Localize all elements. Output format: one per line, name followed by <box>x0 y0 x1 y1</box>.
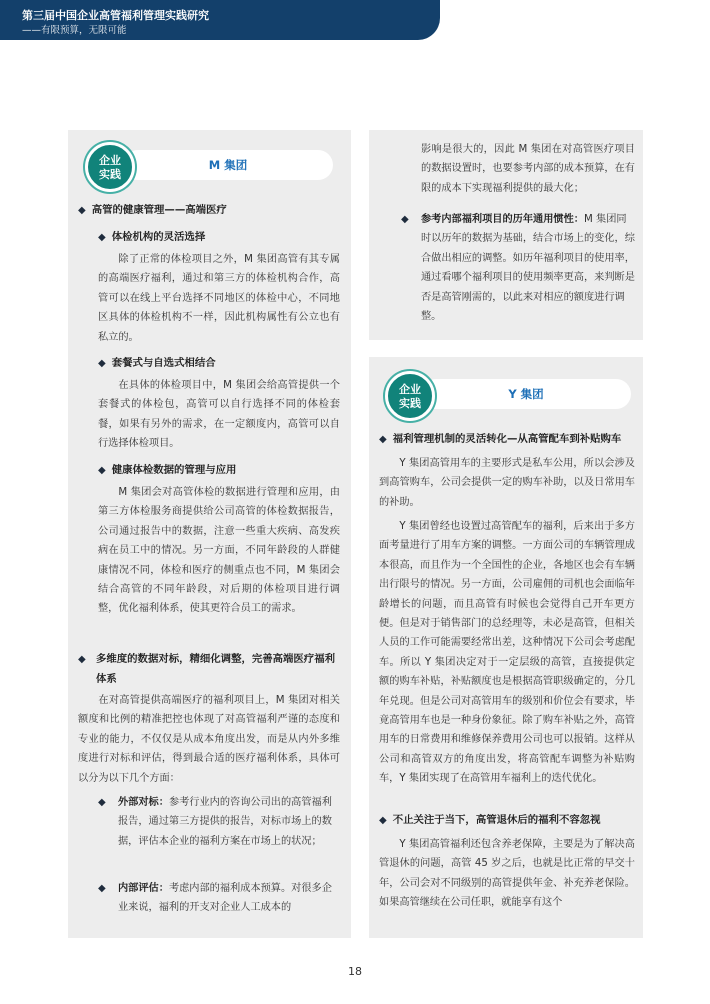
diamond-bullet-icon: ◆ <box>98 883 106 894</box>
paragraph: Y 集团高管用车的主要形式是私车公用，所以会涉及到高管购车，公司会提供一定的购车补助，以及日常用车的补助。 <box>379 458 635 508</box>
diamond-bullet-icon: ◆ <box>401 214 409 225</box>
left-case-panel <box>68 130 351 938</box>
paragraph: Y 集团高管福利还包含养老保障，主要是为了解决高管退休的问题，高管 45 岁之后，也就是比正常的早交十年，公司会对不同级别的高管提供年金、补充养老保险。如果高管继续在公司任职，就能享有这个 <box>379 839 635 909</box>
diamond-bullet-icon: ◆ <box>98 358 106 369</box>
paragraph: M 集团会对高管体检的数据进行管理和应用，由第三方体检服务商提供给公司高管的体检数据报告，公司通过报告中的数据，注意一些重大疾病、高发疾病在员工中的情况。另一方面，不同年龄段的人群健康情况不同，体检和医疗的侧重点也不同，M 集团会结合高管的不同年龄段，对后期的体检项目进行调整，优化福利体系，使其更符合员工的需求。 <box>98 487 340 615</box>
section-heading: ◆ 多维度的数据对标，精细化调整，完善高端医疗福利体系 <box>78 650 340 689</box>
paragraph: 影响是很大的，因此 M 集团在对高管医疗项目的数据设置时，也要参考内部的成本预算，在有限的成本下实现福利提供的最大化； <box>421 144 635 194</box>
report-subtitle: ——有限预算，无限可能 <box>22 25 127 36</box>
diamond-bullet-icon: ◆ <box>379 815 387 826</box>
page-number: 18 <box>348 965 362 978</box>
right-continuation-panel <box>369 130 643 340</box>
diamond-bullet-icon: ◆ <box>98 232 106 243</box>
report-title: 第三届中国企业高管福利管理实践研究 <box>22 9 209 22</box>
diamond-bullet-icon: ◆ <box>78 654 86 665</box>
paragraph: Y 集团曾经也设置过高管配车的福利，后来出于多方面考量进行了用车方案的调整。一方面公司的车辆管理成本很高，而且作为一个全国性的企业，各地区也会有车辆出行限号的情况。另一方面，公司雇佣的司机也会面临年龄增长的问题，而且高管有时候也会觉得自己开车更方便。但是对于销售部门的总经理等，未必是高管，但相关人员的工作可能需要经常出差，这种情况下公司会考虑配车。所以 Y 集团决定对于一定层级的高管，直接提供定额的购车补贴，补贴额度也是根据高管职级确定的，分几年兑现。但是公司对高管用车的级别和价位会有要求，毕竟高管用车也是一种身份象征。除了购车补贴之外，高管用车的日常费用和维修保养费用公司也可以报销。这样从公司和高管双方的角度出发，将高管配车调整为补贴购车，Y 集团实现了在高管用车福利上的迭代优化。 <box>379 521 635 785</box>
paragraph: 在具体的体检项目中，M 集团会给高管提供一个套餐式的体检包，高管可以自行选择不同的体检套餐，如果有另外的需求，在一定额度内，高管可以自行选择体检项目。 <box>98 380 340 450</box>
paragraph: 除了正常的体检项目之外，M 集团高管有其专属的高端医疗福利，通过和第三方的体检机构合作，高管可以在线上平台选择不同地区的体检中心，不同地区具体的体检机构不一样，因此机构属性有公立也有私立的。 <box>98 254 340 343</box>
badge-line-2: 实践 <box>399 397 421 410</box>
bullet-item: ◆ 内部评估：考虑内部的福利成本预算。对很多企业来说，福利的开支对企业人工成本的 <box>118 879 340 918</box>
paragraph: 在对高管提供高端医疗的福利项目上，M 集团对相关额度和比例的精准把控也体现了对高管福利严谨的态度和专业的能力，不仅仅是从成本角度出发，而是从内外多维度进行对标和评估，得到最合适的医疗福利体系，具体可以分为以下几个方面： <box>78 695 340 784</box>
header-banner <box>0 0 440 40</box>
section-heading: ◆ 福利管理机制的灵活转化—从高管配车到补贴购车 <box>379 433 622 445</box>
right-case-panel <box>369 357 643 938</box>
section-heading: ◆ 不止关注于当下，高管退休后的福利不容忽视 <box>379 814 601 826</box>
bullet-item: ◆ 外部对标：参考行业内的咨询公司出的高管福利报告，通过第三方提供的报告，对标市场上的数据，评估本企业的福利方案在市场上的状况； <box>118 793 340 851</box>
case-badge-m <box>85 142 135 192</box>
case-badge-y <box>385 371 435 421</box>
badge-line-1: 企业 <box>99 154 121 167</box>
diamond-bullet-icon: ◆ <box>379 434 387 445</box>
subsection-heading: ◆ 健康体检数据的管理与应用 <box>98 464 237 476</box>
badge-line-2: 实践 <box>99 168 121 181</box>
subsection-heading: ◆ 体检机构的灵活选择 <box>98 231 206 243</box>
badge-line-1: 企业 <box>399 383 421 396</box>
subsection-heading: ◆ 套餐式与自选式相结合 <box>98 357 216 369</box>
company-label-y: Y 集团 <box>421 379 631 409</box>
company-label-m: M 集团 <box>123 150 333 180</box>
diamond-bullet-icon: ◆ <box>98 465 106 476</box>
section-heading: ◆ 高管的健康管理——高端医疗 <box>78 204 227 216</box>
bullet-item: ◆ 参考内部福利项目的历年通用惯性：M 集团同时以历年的数据为基础，结合市场上的变化，综合做出相应的调整。如历年福利项目的使用率，通过看哪个福利项目的使用频率更高，来判断是否是高管刚需的，以此来对相应的额度进行调整。 <box>421 210 635 326</box>
diamond-bullet-icon: ◆ <box>78 205 86 216</box>
diamond-bullet-icon: ◆ <box>98 797 106 808</box>
